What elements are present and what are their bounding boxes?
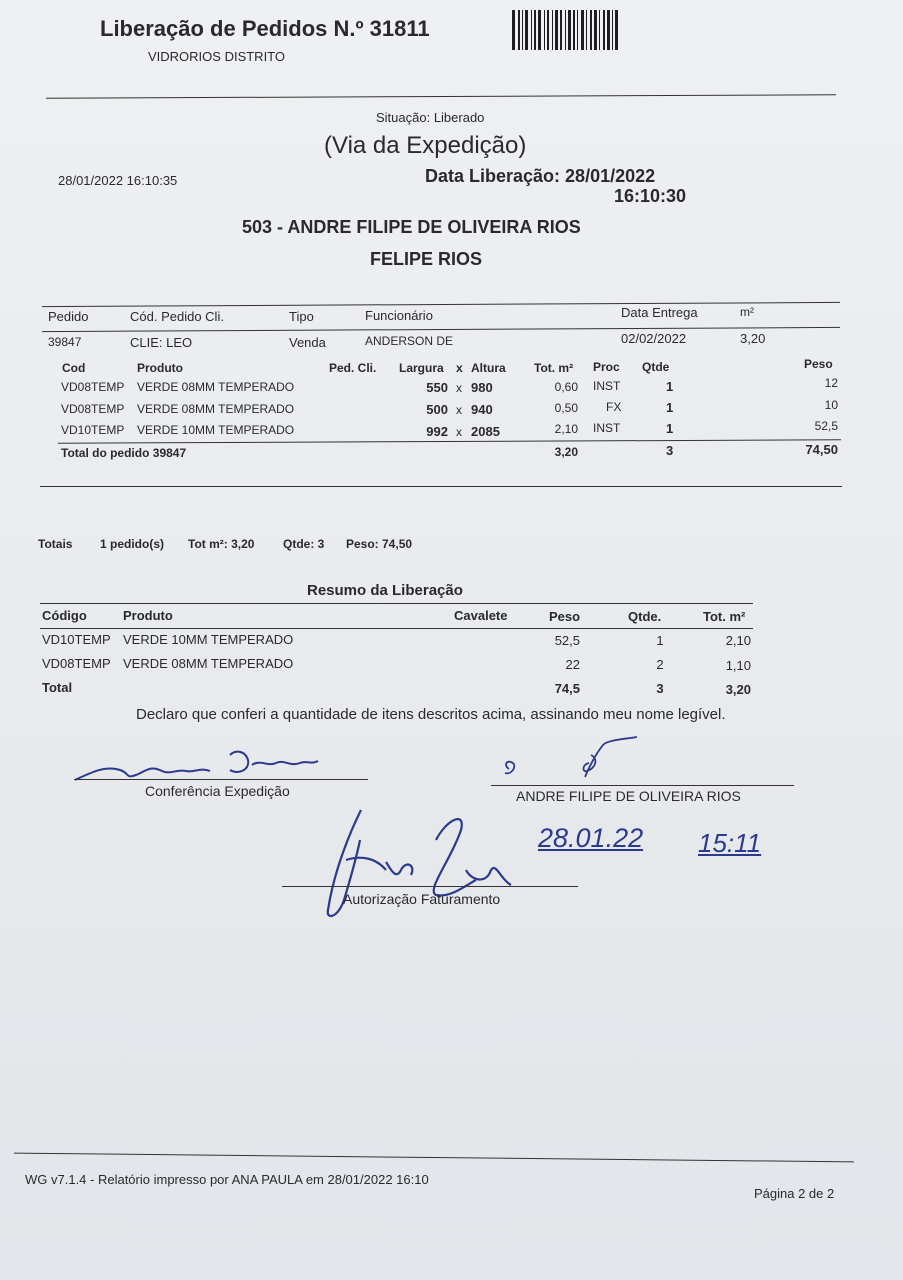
- resumo-total-m2: 3,20: [725, 682, 751, 697]
- declaration: Declaro que conferi a quantidade de itens descritos acima, assinando meu nome legível.: [136, 706, 726, 723]
- autorizacao-line: [282, 886, 578, 887]
- resumo-codigo: VD08TEMP: [42, 656, 111, 671]
- order-total-peso: 74,50: [805, 442, 838, 457]
- item-qtde: 1: [666, 400, 674, 415]
- item-cod: VD08TEMP: [61, 380, 125, 394]
- resumo-col-tot-m2: Tot. m²: [703, 609, 746, 624]
- resumo-produto: VERDE 08MM TEMPERADO: [123, 656, 294, 671]
- resumo-col-cavalete: Cavalete: [454, 608, 508, 623]
- resumo-peso: 52,5: [554, 633, 580, 648]
- item-largura: 500: [426, 402, 448, 417]
- col-m2: m²: [740, 305, 754, 319]
- item-cod: VD10TEMP: [61, 423, 125, 437]
- cliente-label: ANDRE FILIPE DE OLIVEIRA RIOS: [516, 788, 741, 804]
- order-funcionario: ANDERSON DE: [365, 334, 454, 348]
- order-cod-pedido: CLIE: LEO: [130, 335, 193, 350]
- resumo-codigo: VD10TEMP: [42, 632, 111, 647]
- resumo-col-codigo: Código: [42, 608, 87, 623]
- item-qtde: 1: [666, 379, 674, 394]
- resumo-col-produto: Produto: [123, 608, 173, 623]
- order-m2: 3,20: [740, 331, 766, 346]
- footer-divider: [14, 1153, 854, 1163]
- resumo-qtde: 2: [656, 657, 664, 672]
- item-col-x: x: [456, 361, 463, 375]
- item-proc: INST: [593, 379, 621, 393]
- totais-label: Totais: [38, 537, 73, 551]
- order-total-qtde: 3: [666, 443, 674, 458]
- conferencia-label: Conferência Expedição: [145, 783, 290, 799]
- item-col-ped-cli: Ped. Cli.: [329, 361, 377, 375]
- barcode: [512, 10, 650, 50]
- totais-pedidos: 1 pedido(s): [100, 537, 165, 551]
- item-peso: 52,5: [814, 419, 838, 433]
- resumo-title: Resumo da Liberação: [307, 582, 463, 599]
- resumo-tot-m2: 2,10: [725, 633, 751, 648]
- order-total-m2: 3,20: [554, 445, 578, 459]
- item-col-tot-m2: Tot. m²: [534, 361, 574, 375]
- resumo-qtde: 1: [656, 633, 664, 648]
- resumo-col-peso: Peso: [549, 609, 581, 624]
- item-produto: VERDE 08MM TEMPERADO: [137, 380, 295, 394]
- order-header-divider: [42, 327, 840, 332]
- header-divider: [46, 94, 836, 98]
- resumo-produto: VERDE 10MM TEMPERADO: [123, 632, 294, 647]
- item-proc: INST: [593, 421, 621, 435]
- item-x: x: [456, 425, 462, 439]
- cliente-line: [491, 785, 794, 786]
- print-datetime: 28/01/2022 16:10:35: [58, 173, 178, 188]
- item-qtde: 1: [666, 421, 674, 436]
- order-pedido: 39847: [48, 335, 82, 349]
- item-altura: 2085: [471, 424, 500, 439]
- item-peso: 10: [824, 398, 838, 412]
- item-largura: 992: [426, 424, 448, 439]
- autorizacao-label: Autorização Faturamento: [343, 891, 501, 907]
- item-altura: 980: [471, 380, 493, 395]
- client-alias: FELIPE RIOS: [370, 249, 483, 269]
- item-produto: VERDE 08MM TEMPERADO: [137, 402, 295, 416]
- totais-m2: Tot m²: 3,20: [188, 537, 255, 551]
- item-tot-m2: 0,60: [554, 380, 578, 394]
- resumo-col-qtde: Qtde.: [628, 609, 662, 624]
- resumo-total-label: Total: [42, 680, 73, 695]
- document-title: Liberação de Pedidos N.º 31811: [100, 16, 430, 41]
- resumo-header-divider: [40, 628, 753, 629]
- order-total-divider: [58, 439, 841, 443]
- resumo-peso: 22: [565, 657, 580, 672]
- item-cod: VD08TEMP: [61, 402, 125, 416]
- resumo-tot-m2: 1,10: [725, 658, 751, 673]
- item-proc: FX: [606, 400, 622, 414]
- col-funcionario: Funcionário: [365, 308, 433, 323]
- order-top-divider: [42, 302, 840, 307]
- item-produto: VERDE 10MM TEMPERADO: [137, 423, 295, 437]
- item-col-proc: Proc: [593, 360, 620, 374]
- item-col-cod: Cod: [62, 361, 86, 375]
- col-tipo: Tipo: [289, 309, 314, 324]
- item-col-altura: Altura: [471, 361, 506, 375]
- item-col-produto: Produto: [137, 361, 183, 375]
- data-liberacao: Data Liberação: 28/01/2022: [425, 166, 656, 186]
- order-bottom-divider: [40, 486, 842, 487]
- col-pedido: Pedido: [48, 309, 89, 324]
- item-col-peso: Peso: [804, 357, 833, 371]
- order-total-label: Total do pedido 39847: [61, 446, 187, 460]
- item-x: x: [456, 403, 462, 417]
- conferencia-line: [74, 779, 368, 780]
- item-x: x: [456, 381, 462, 395]
- item-col-qtde: Qtde: [642, 360, 670, 374]
- item-tot-m2: 0,50: [554, 401, 578, 415]
- resumo-total-peso: 74,5: [554, 681, 580, 696]
- handwritten-time: 15:11: [698, 828, 762, 858]
- client-name: 503 - ANDRE FILIPE DE OLIVEIRA RIOS: [242, 217, 581, 237]
- col-cod-pedido: Cód. Pedido Cli.: [130, 309, 224, 324]
- totais-peso: Peso: 74,50: [346, 537, 413, 551]
- handwritten-date: 28.01.22: [538, 823, 644, 853]
- footer-page: Página 2 de 2: [754, 1186, 835, 1201]
- item-col-largura: Largura: [399, 361, 444, 375]
- cliente-signature: [495, 735, 655, 785]
- data-liberacao-time: 16:10:30: [614, 186, 687, 206]
- item-largura: 550: [426, 380, 448, 395]
- item-altura: 940: [471, 402, 493, 417]
- situacao: Situação: Liberado: [376, 110, 485, 125]
- order-tipo: Venda: [289, 335, 326, 350]
- totais-qtde: Qtde: 3: [283, 537, 325, 551]
- company-name: VIDRORIOS DISTRITO: [148, 49, 285, 64]
- order-data-entrega: 02/02/2022: [621, 331, 687, 346]
- item-peso: 12: [824, 376, 838, 390]
- item-tot-m2: 2,10: [554, 422, 578, 436]
- resumo-top-divider: [40, 603, 753, 604]
- resumo-total-qtde: 3: [656, 681, 664, 696]
- col-data-entrega: Data Entrega: [621, 305, 698, 320]
- via-label: (Via da Expedição): [324, 132, 527, 159]
- footer-printed-by: WG v7.1.4 - Relatório impresso por ANA PAULA em 28/01/2022 16:10: [25, 1172, 429, 1187]
